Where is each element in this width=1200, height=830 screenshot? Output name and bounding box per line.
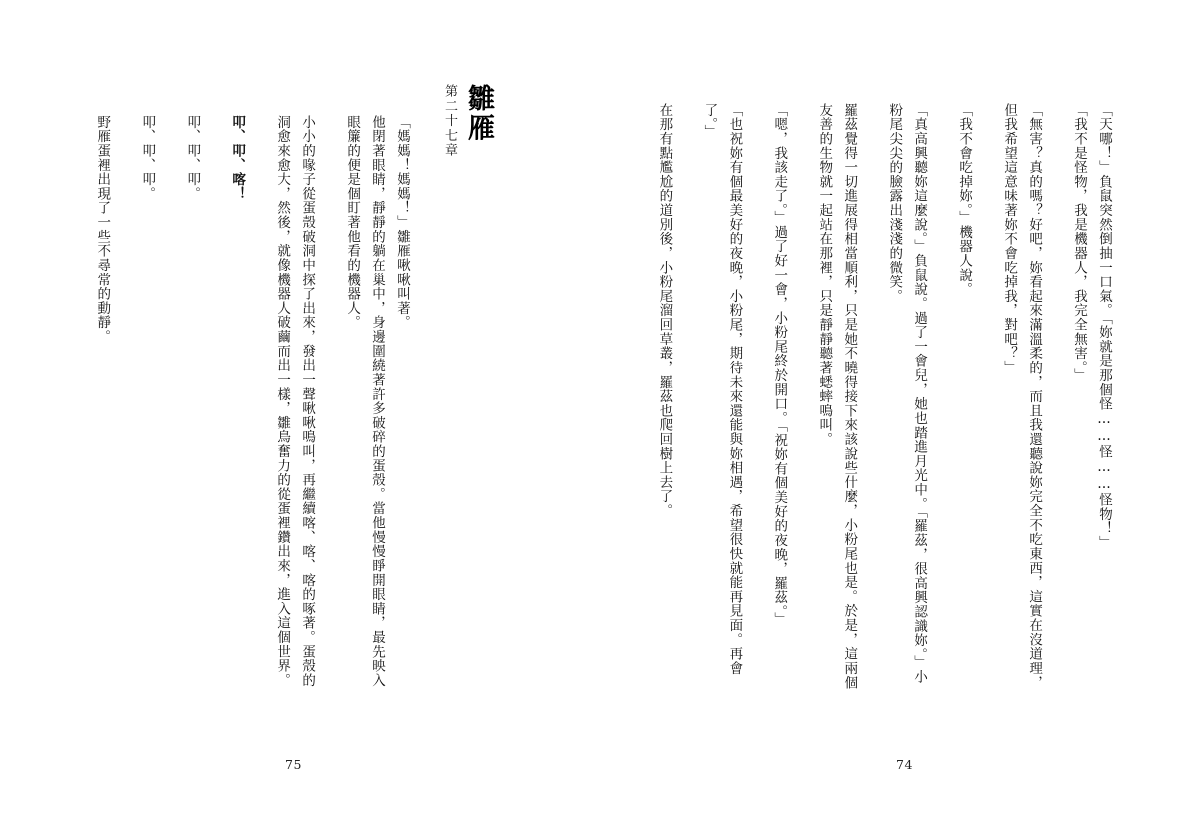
text-column: 「嗯，我該走了。」過了好一會，小粉尾終於開口。「祝妳有個美好的夜晚，羅茲。」 (771, 103, 788, 627)
text-column: 「也祝妳有個最美好的夜晚，小粉尾，期待未來還能與妳相遇，希望很快就能再見面。再會了。」 (701, 103, 743, 676)
text-column: 「我不會吃掉妳。」機器人說。 (956, 103, 973, 297)
text-column: 叩、叩、叩。 (139, 115, 156, 201)
chapter-heading (414, 84, 498, 194)
text-column: 在那有點尷尬的道別後，小粉尾溜回草叢，羅茲也爬回樹上去了。 (656, 103, 673, 518)
text-column: 他閉著眼睛，靜靜的躺在巢中，身邊圍繞著許多破碎的蛋殼。當他慢慢睜開眼睛，最先映入眼簾的便是個盯著他看的機器人。 (344, 115, 386, 688)
page-right (600, 0, 1200, 830)
text-column: 野雁蛋裡出現了一些不尋常的動靜。 (94, 115, 111, 344)
chapter-title: 雛雁 (463, 84, 494, 144)
text-column: 「真高興聽妳這麼說。」負鼠說。過了一會兒，她也踏進月光中。「羅茲，很高興認識妳。」小粉尾尖尖的臉露出淺淺的微笑。 (886, 103, 928, 684)
text-column: 「無害？真的嗎？好吧，妳看起來滿溫柔的，而且我還聽說妳完全不吃東西，這實在沒道理，但我希望這意味著妳不會吃掉我，對吧？」 (1001, 103, 1043, 690)
page-number: 75 (285, 757, 302, 772)
page-number: 74 (896, 757, 913, 772)
text-column: 「我不是怪物，我是機器人，我完全無害。」 (1071, 103, 1088, 383)
chapter-label: 第二十七章 (442, 84, 457, 159)
text-column: 叩、叩、叩。 (184, 115, 201, 201)
text-column: 「媽媽！媽媽！」雛雁啾啾叫著。 (394, 115, 410, 330)
text-column: 叩、叩、喀！ (229, 115, 246, 201)
text-column: 「天哪！」負鼠突然倒抽一口氣。「妳就是那個怪……怪……怪物！」 (1096, 103, 1112, 550)
right-page-body (631, 88, 1116, 690)
text-column: 羅茲覺得一切進展得相當順利，只是她不曉得接下來該說些什麼，小粉尾也是。於是，這兩個友善的生物就一起站在那裡，只是靜靜聽著蟋蟀鳴叫。 (816, 103, 858, 690)
text-column: 小小的喙子從蛋殼破洞中探了出來，發出一聲啾啾鳴叫，再繼續喀、喀、喀的啄著。蛋殼的洞愈來愈大，然後，就像機器人破繭而出一樣，雛鳥奮力的從蛋裡鑽出來，進入這個世界。 (274, 115, 316, 688)
left-page-body (69, 100, 414, 688)
